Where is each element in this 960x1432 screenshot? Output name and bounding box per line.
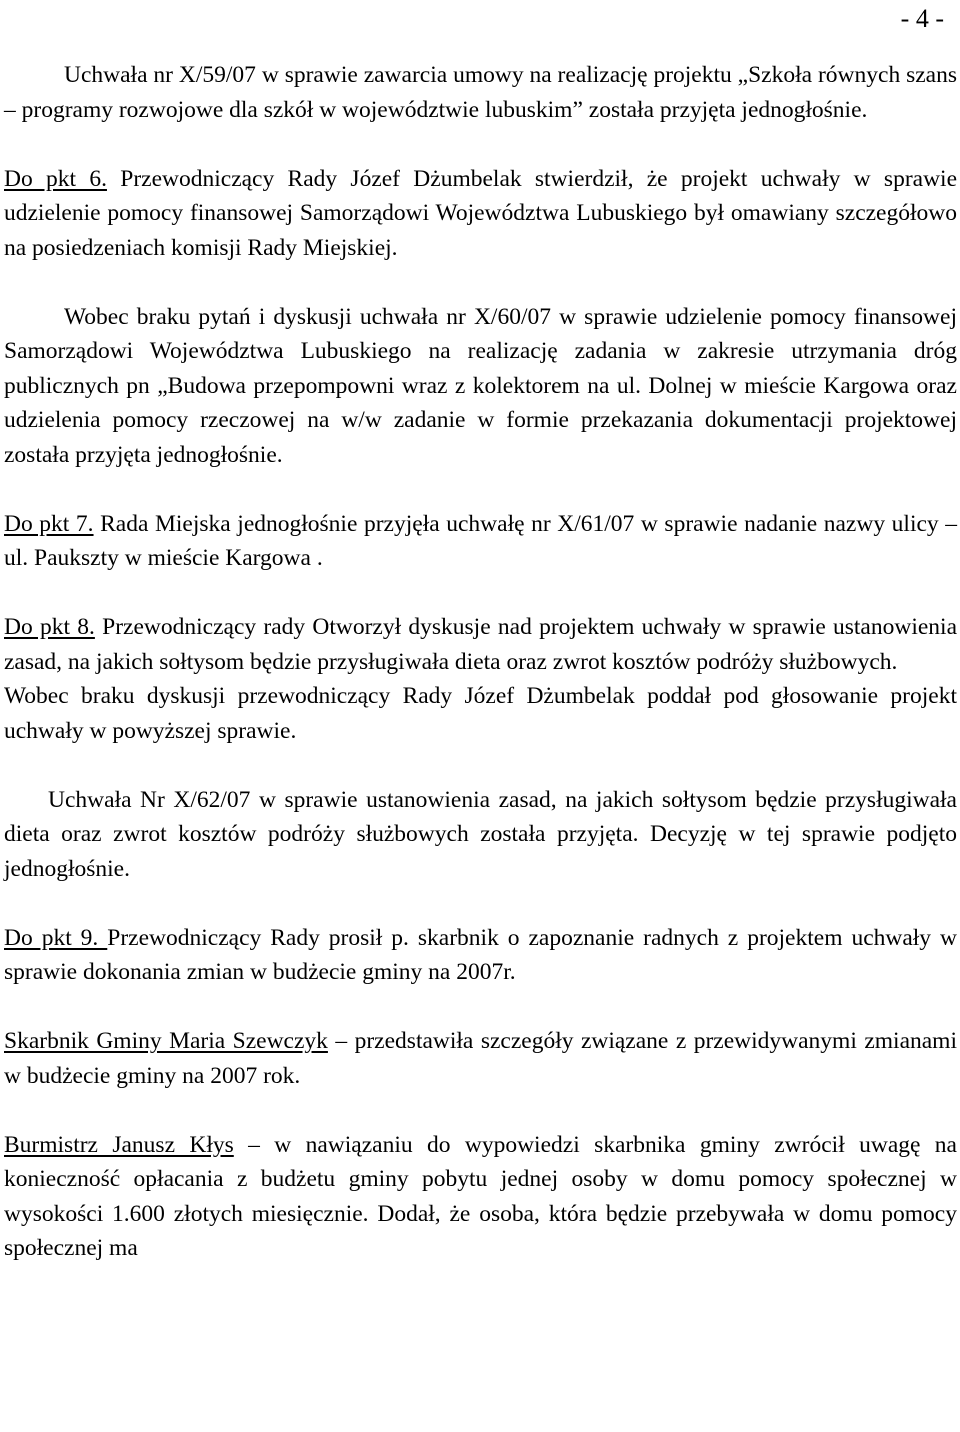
paragraph-resolution-x-59-07: Uchwała nr X/59/07 w sprawie zawarcia umowy na realizację projektu „Szkoła równych szans – programy rozwojowe dla szkół w województwie lubuskim” została przyjęta jednogłośnie.: [4, 62, 957, 123]
item-8-text: Przewodniczący rady Otworzył dyskusje nad projektem uchwały w sprawie ustanowienia zasad, na jakich sołtysom będzie przysługiwała dieta oraz zwrot kosztów podróży służbowych.: [4, 614, 958, 675]
treasurer-text: – przedstawiła szczegóły związane z przewidywanymi zmianami w budżecie gminy na 2007 rok.: [4, 1028, 957, 1089]
spacer: [4, 265, 957, 300]
item-6-text: Przewodniczący Rady Józef Dżumbelak stwierdził, że projekt uchwały w sprawie udzielenie pomocy finansowej Samorządowi Województwa Lubuskiego był omawiany szczegółowo na posiedzeniach komisji Rady Miejskiej.: [4, 165, 958, 261]
paragraph-item-6: [4, 162, 957, 266]
paragraph-mayor: [4, 1128, 957, 1266]
paragraph-vote-item-8: Wobec braku dyskusji przewodniczący Rady Józef Dżumbelak poddał pod głosowanie projekt uchwały w powyższej sprawie.: [4, 683, 957, 744]
item-7-label: Do pkt 7.: [4, 510, 94, 537]
spacer: [4, 36, 957, 58]
spacer: [4, 576, 957, 611]
spacer: [4, 886, 957, 921]
spacer: [4, 127, 957, 162]
mayor-text: – w nawiązaniu do wypowiedzi skarbnika gminy zwrócił uwagę na konieczność opłacania z budżetu gminy pobytu jednej osoby w domu pomocy społecznej w wysokości 1.600 złotych miesięcznie. Dodał, że osoba, która będzie przebywała w domu pomocy społecznej ma: [4, 1131, 957, 1261]
spacer: [4, 990, 957, 1025]
page-number: - 4 -: [900, 4, 944, 33]
spacer: [4, 748, 957, 783]
spacer: [4, 472, 957, 507]
item-9-label: Do pkt 9.: [4, 924, 108, 951]
item-7-text: Rada Miejska jednogłośnie przyjęła uchwałę nr X/61/07 w sprawie nadanie nazwy ulicy – ul. Paukszty w mieście Kargowa .: [4, 510, 957, 571]
paragraph-treasurer: [4, 1024, 957, 1093]
paragraph-item-8: [4, 610, 957, 679]
item-8-label: Do pkt 8.: [4, 614, 95, 640]
treasurer-label: Skarbnik Gminy Maria Szewczyk: [4, 1028, 328, 1054]
mayor-label: Burmistrz Janusz Kłys: [4, 1131, 234, 1158]
item-6-label: Do pkt 6.: [4, 165, 107, 192]
paragraph-resolution-x-60-07: Wobec braku pytań i dyskusji uchwała nr X/60/07 w sprawie udzielenie pomocy finansowej Samorządowi Województwa Lubuskiego na realizację zadania w zakresie utrzymania dróg publicznych pn „Budowa przepompowni wraz z kolektorem na ul. Dolnej w mieście Kargowa oraz udzielenia pomocy rzeczowej na w/w zadanie w formie przekazania dokumentacji projektowej została przyjęta jednogłośnie.: [4, 303, 957, 468]
paragraph-item-9: [4, 921, 957, 990]
item-9-text: Przewodniczący Rady prosił p. skarbnik o zapoznanie radnych z projektem uchwały w sprawie dokonania zmian w budżecie gminy na 2007r.: [4, 924, 957, 985]
paragraph-item-7: [4, 507, 957, 576]
spacer: [4, 1093, 957, 1128]
paragraph-resolution-x-62-07: Uchwała Nr X/62/07 w sprawie ustanowienia zasad, na jakich sołtysom będzie przysługiwała dieta oraz zwrot kosztów podróży służbowych została przyjęta. Decyzję w tej sprawie podjęto jednogłośnie.: [4, 786, 957, 882]
document-page: [4, 0, 957, 1266]
